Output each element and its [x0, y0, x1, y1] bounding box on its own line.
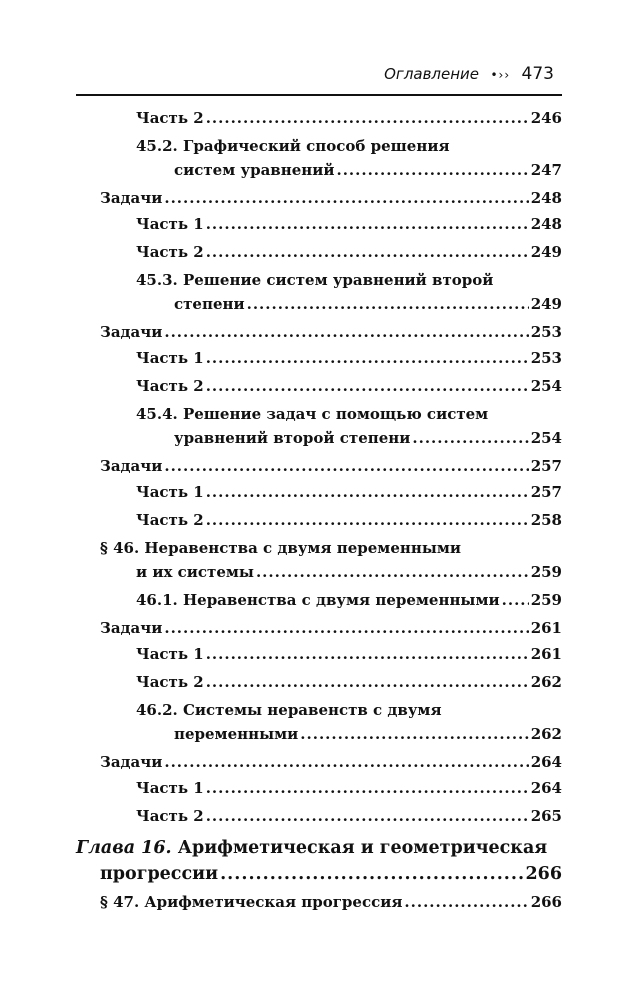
section-title: Оглавление: [384, 65, 480, 83]
toc-entry[interactable]: [100, 320, 562, 344]
entry-page: 248: [530, 215, 562, 233]
entry-label: § 47. Арифметическая прогрессия: [100, 893, 403, 911]
toc-entry[interactable]: [136, 670, 562, 694]
entry-label: Часть 1: [136, 483, 204, 501]
entry-page: 254: [530, 429, 562, 447]
dot-leader: [206, 776, 529, 800]
dot-leader: [164, 454, 528, 478]
toc-entry[interactable]: [136, 588, 562, 612]
dot-leader: [206, 508, 529, 532]
dot-leader: [206, 480, 529, 504]
entry-label: Часть 2: [136, 377, 204, 395]
dot-leader: [502, 588, 529, 612]
entry-page: 266: [530, 893, 562, 911]
entry-label: Часть 1: [136, 349, 204, 367]
dot-leader: [206, 346, 529, 370]
entry-label: Задачи: [100, 753, 163, 771]
entry-label: прогрессии: [100, 864, 219, 884]
entry-page: 265: [530, 807, 562, 825]
toc-entry-title[interactable]: 45.2. Графический способ решения: [136, 137, 450, 155]
entry-label: уравнений второй степени: [174, 429, 411, 447]
toc-entry[interactable]: [100, 186, 562, 210]
entry-label: степени: [174, 295, 245, 313]
chapter-title[interactable]: [76, 836, 547, 860]
toc-entry[interactable]: [136, 480, 562, 504]
entry-label: Часть 1: [136, 215, 204, 233]
dot-leader: [164, 186, 528, 210]
entry-label: Часть 2: [136, 511, 204, 529]
entry-label: Часть 1: [136, 779, 204, 797]
toc-entry[interactable]: [136, 106, 562, 130]
header-rule: [76, 94, 562, 96]
toc-entry-title[interactable]: 45.3. Решение систем уравнений второй: [136, 271, 494, 289]
dot-leader: [220, 862, 523, 886]
separator-glyph: •››: [490, 68, 511, 82]
dot-leader: [206, 374, 529, 398]
entry-label: и их системы: [136, 563, 254, 581]
entry-page: 254: [530, 377, 562, 395]
entry-page: 259: [530, 591, 562, 609]
entry-label: Часть 2: [136, 807, 204, 825]
entry-label: Задачи: [100, 189, 163, 207]
entry-page: 258: [530, 511, 562, 529]
dot-leader: [206, 804, 529, 828]
entry-label: Часть 1: [136, 645, 204, 663]
entry-page: 264: [530, 753, 562, 771]
toc-entry[interactable]: [136, 508, 562, 532]
toc-entry[interactable]: [136, 804, 562, 828]
toc-entry[interactable]: [100, 454, 562, 478]
toc-entry[interactable]: [100, 750, 562, 774]
entry-page: 253: [530, 349, 562, 367]
entry-label: систем уравнений: [174, 161, 335, 179]
entry-label: 46.1. Неравенства с двумя переменными: [136, 591, 500, 609]
entry-page: 249: [530, 295, 562, 313]
dot-leader: [206, 670, 529, 694]
toc-entry-title[interactable]: 45.4. Решение задач с помощью систем: [136, 405, 489, 423]
entry-page: 257: [530, 483, 562, 501]
dot-leader: [404, 890, 528, 914]
toc-entry[interactable]: [136, 346, 562, 370]
dot-leader: [412, 426, 528, 450]
toc-entry[interactable]: [100, 890, 562, 914]
toc-entry[interactable]: [174, 292, 562, 316]
dot-leader: [300, 722, 528, 746]
toc-entry[interactable]: [136, 560, 562, 584]
dot-leader: [206, 106, 529, 130]
entry-page: 262: [530, 725, 562, 743]
entry-label: Часть 2: [136, 673, 204, 691]
toc-entry[interactable]: [100, 616, 562, 640]
entry-page: 262: [530, 673, 562, 691]
entry-page: 249: [530, 243, 562, 261]
entry-page: 247: [530, 161, 562, 179]
dot-leader: [164, 320, 528, 344]
toc-entry[interactable]: [100, 862, 562, 886]
dot-leader: [336, 158, 528, 182]
entry-page: 246: [530, 109, 562, 127]
toc-entry-title[interactable]: 46.2. Системы неравенств с двумя: [136, 701, 442, 719]
toc-entry[interactable]: [136, 212, 562, 236]
chapter-number: Глава 16.: [76, 838, 172, 858]
entry-label: Задачи: [100, 457, 163, 475]
dot-leader: [256, 560, 529, 584]
entry-label: переменными: [174, 725, 299, 743]
toc-entry[interactable]: [136, 642, 562, 666]
entry-page: 253: [530, 323, 562, 341]
entry-page: 257: [530, 457, 562, 475]
toc-entry[interactable]: [174, 158, 562, 182]
dot-leader: [206, 642, 529, 666]
entry-page: 261: [530, 645, 562, 663]
dot-leader: [164, 616, 528, 640]
toc-entry-title[interactable]: § 46. Неравенства с двумя переменными: [100, 539, 462, 557]
entry-page: 261: [530, 619, 562, 637]
running-head: [384, 64, 554, 84]
dot-leader: [247, 292, 529, 316]
entry-label: Часть 2: [136, 109, 204, 127]
entry-label: Задачи: [100, 323, 163, 341]
page-header: [0, 60, 640, 90]
dot-leader: [206, 212, 529, 236]
entry-page: 259: [530, 563, 562, 581]
entry-label: Задачи: [100, 619, 163, 637]
dot-leader: [206, 240, 529, 264]
toc-entry[interactable]: [136, 374, 562, 398]
dot-leader: [164, 750, 528, 774]
entry-label: Часть 2: [136, 243, 204, 261]
entry-page: 248: [530, 189, 562, 207]
toc-entry[interactable]: [174, 722, 562, 746]
entry-page: 266: [525, 864, 562, 884]
entry-page: 264: [530, 779, 562, 797]
page-number: 473: [521, 64, 554, 84]
chapter-name: Арифметическая и геометрическая: [171, 838, 548, 858]
toc-entry[interactable]: [136, 776, 562, 800]
toc-entry[interactable]: [174, 426, 562, 450]
toc-entry[interactable]: [136, 240, 562, 264]
